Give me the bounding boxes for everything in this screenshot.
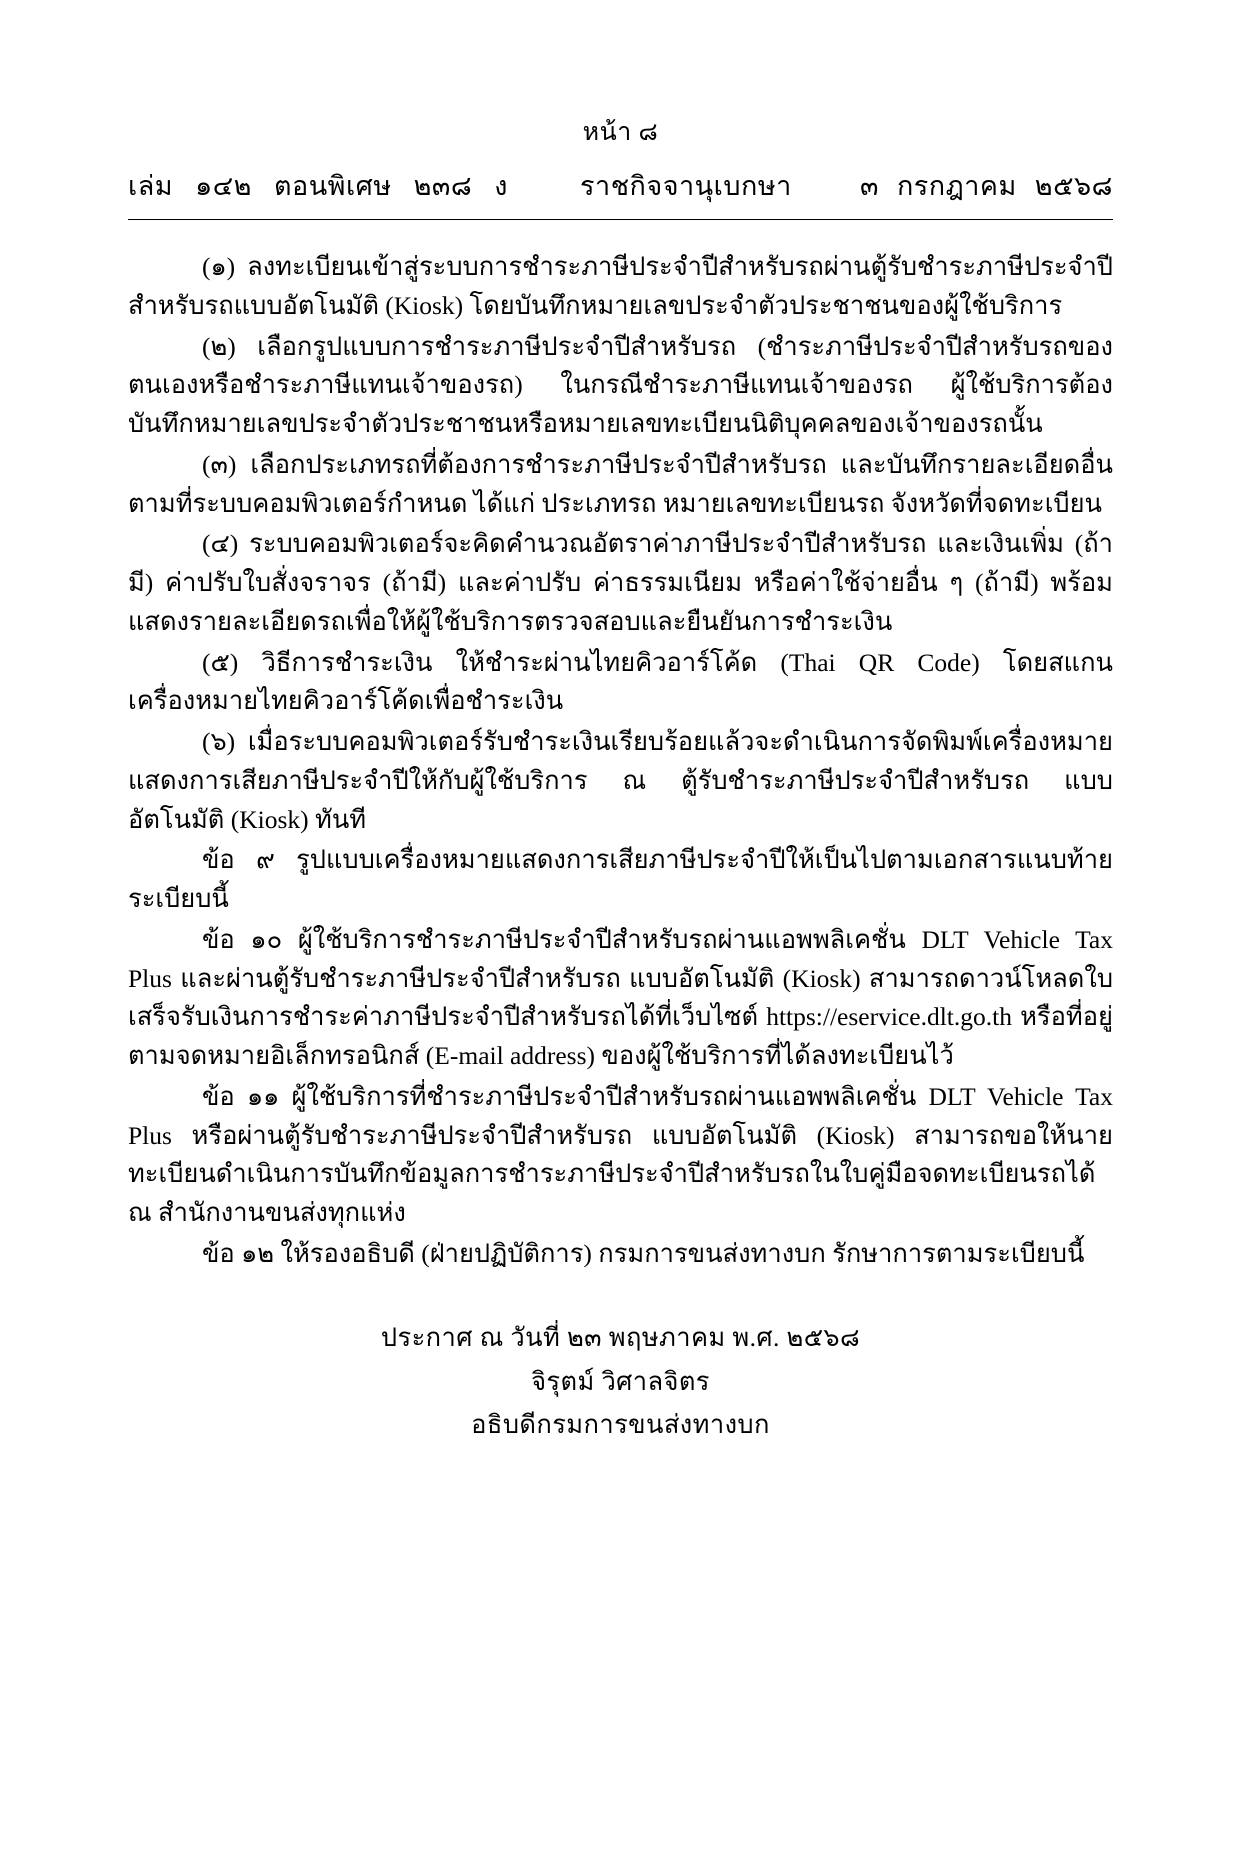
document-closing	[128, 1318, 1113, 1446]
page-number-label: หน้า ๘	[582, 119, 659, 146]
body-paragraph: (๔) ระบบคอมพิวเตอร์จะคิดคำนวณอัตราค่าภาษีประจำปีสำหรับรถ และเงินเพิ่ม (ถ้ามี) ค่าปรับใบสั่งจราจร (ถ้ามี) และค่าปรับ ค่าธรรมเนียม หรือค่าใช้จ่ายอื่น ๆ (ถ้ามี) พร้อมแสดงรายละเอียดรถเพื่อให้ผู้ใช้บริการตรวจสอบและยืนยันการชำระเงิน	[128, 529, 1113, 636]
date-year: ๒๕๖๘	[1034, 171, 1113, 201]
clause-10: ข้อ ๑๐ ผู้ใช้บริการชำระภาษีประจำปีสำหรับรถผ่านแอพพลิเคชั่น DLT Vehicle Tax Plus และผ่านตู้รับชำระภาษีประจำปีสำหรับรถ แบบอัตโนมัติ (Kiosk) สามารถดาวน์โหลดใบเสร็จรับเงินการชำระค่าภาษีประจำปีสำหรับรถได้ที่เว็บไซต์ https://eservice.dlt.go.th หรือที่อยู่ตามจดหมายอิเล็กทรอนิกส์ (E-mail address) ของผู้ใช้บริการที่ได้ลงทะเบียนไว้	[128, 924, 1113, 1070]
header-divider	[128, 219, 1113, 220]
body-paragraph: (๓) เลือกประเภทรถที่ต้องการชำระภาษีประจำปีสำหรับรถ และบันทึกรายละเอียดอื่นตามที่ระบบคอมพิวเตอร์กำหนด ได้แก่ ประเภทรถ หมายเลขทะเบียนรถ จังหวัดที่จดทะเบียน	[128, 449, 1113, 518]
gazette-volume-group	[128, 164, 530, 207]
section-number: ๒๓๘	[413, 171, 473, 201]
date-month: กรกฎาคม	[896, 171, 1017, 201]
document-header	[0, 118, 1241, 220]
body-paragraph: (๒) เลือกรูปแบบการชำระภาษีประจำปีสำหรับรถ (ชำระภาษีประจำปีสำหรับรถของตนเองหรือชำระภาษีแทนเจ้าของรถ) ในกรณีชำระภาษีแทนเจ้าของรถ ผู้ใช้บริการต้องบันทึกหมายเลขประจำตัวประชาชนหรือหมายเลขทะเบียนนิติบุคคลของเจ้าของรถนั้น	[128, 331, 1113, 438]
document-body	[128, 248, 1113, 1274]
clause-11: ข้อ ๑๑ ผู้ใช้บริการที่ชำระภาษีประจำปีสำหรับรถผ่านแอพพลิเคชั่น DLT Vehicle Tax Plus หรือผ่านตู้รับชำระภาษีประจำปีสำหรับรถ แบบอัตโนมัติ (Kiosk) สามารถขอให้นายทะเบียนดำเนินการบันทึกข้อมูลการชำระภาษีประจำปีสำหรับรถในใบคู่มือจดทะเบียนรถได้ ณ สำนักงานขนส่งทุกแห่ง	[128, 1081, 1113, 1227]
clause-9: ข้อ ๙ รูปแบบเครื่องหมายแสดงการเสียภาษีประจำปีให้เป็นไปตามเอกสารแนบท้ายระเบียบนี้	[128, 845, 1113, 913]
gazette-title: ราชกิจจานุเบกษา	[580, 171, 792, 201]
body-paragraph: (๖) เมื่อระบบคอมพิวเตอร์รับชำระเงินเรียบร้อยแล้วจะดำเนินการจัดพิมพ์เครื่องหมายแสดงการเสียภาษีประจำปีให้กับผู้ใช้บริการ ณ ตู้รับชำระภาษีประจำปีสำหรับรถ แบบอัตโนมัติ (Kiosk) ทันที	[128, 727, 1113, 834]
signer-name: จิรุตม์ วิศาลจิตร	[531, 1367, 710, 1397]
signer-title: อธิบดีกรมการขนส่งทางบก	[471, 1410, 770, 1440]
announcement-date: ประกาศ ณ วันที่ ๒๓ พฤษภาคม พ.ศ. ๒๕๖๘	[380, 1322, 861, 1352]
body-paragraph: (๑) ลงทะเบียนเข้าสู่ระบบการชำระภาษีประจำปีสำหรับรถผ่านตู้รับชำระภาษีประจำปีสำหรับรถแบบอัตโนมัติ (Kiosk) โดยบันทึกหมายเลขประจำตัวประชาชนของผู้ใช้บริการ	[128, 252, 1113, 320]
volume-number: ๑๔๒	[195, 171, 252, 201]
section-suffix: ง	[494, 171, 508, 201]
clause-12: ข้อ ๑๒ ให้รองอธิบดี (ฝ่ายปฏิบัติการ) กรมการขนส่งทางบก รักษาการตามระเบียบนี้	[202, 1238, 1085, 1268]
volume-label: เล่ม	[128, 171, 174, 201]
document-page	[0, 118, 1241, 1872]
body-paragraph: (๕) วิธีการชำระเงิน ให้ชำระผ่านไทยคิวอาร์โค้ด (Thai QR Code) โดยสแกนเครื่องหมายไทยคิวอาร์โค้ดเพื่อชำระเงิน	[128, 647, 1113, 716]
gazette-date-group	[842, 164, 1113, 207]
date-day: ๓	[859, 171, 879, 201]
gazette-header-row	[128, 164, 1113, 207]
section-label: ตอนพิเศษ	[273, 171, 392, 201]
